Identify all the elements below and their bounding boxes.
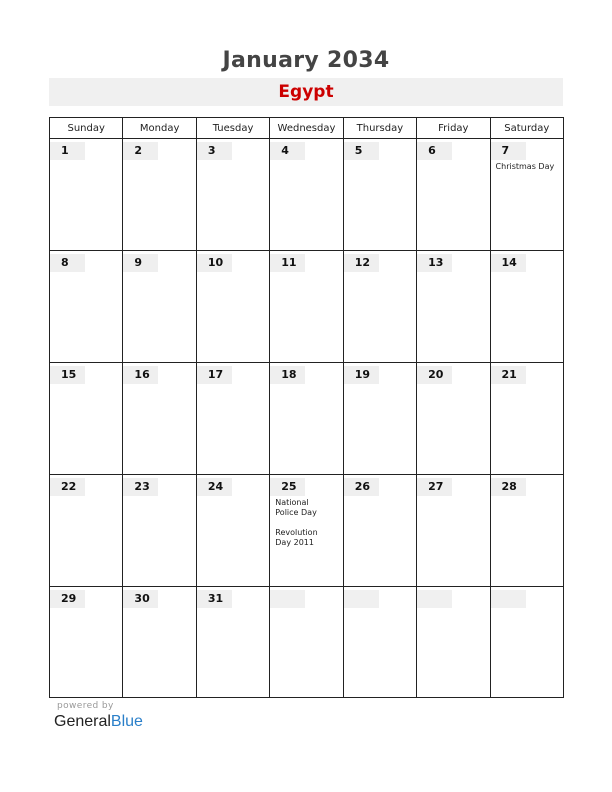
calendar-day-cell[interactable] xyxy=(50,474,123,586)
day-number: 20 xyxy=(417,366,452,384)
day-number: 19 xyxy=(344,366,379,384)
calendar-day-cell[interactable] xyxy=(270,139,343,251)
day-number xyxy=(417,590,452,608)
calendar-title: January 2034 xyxy=(222,48,390,73)
day-events xyxy=(270,496,342,548)
calendar-day-cell[interactable] xyxy=(417,139,490,251)
weekday-thursday: Thursday xyxy=(343,118,416,139)
generalblue-logo[interactable] xyxy=(54,713,143,731)
calendar-grid xyxy=(49,117,564,698)
day-number: 28 xyxy=(491,478,526,496)
calendar-day-cell[interactable] xyxy=(270,474,343,586)
weekday-friday: Friday xyxy=(417,118,490,139)
calendar-day-cell[interactable] xyxy=(196,586,269,698)
day-number: 2 xyxy=(123,142,158,160)
country-banner: Egypt xyxy=(49,78,563,106)
powered-by-label: powered by xyxy=(57,701,114,711)
calendar-day-cell[interactable] xyxy=(343,474,416,586)
day-number: 12 xyxy=(344,254,379,272)
weekday-saturday: Saturday xyxy=(490,118,563,139)
day-number: 27 xyxy=(417,478,452,496)
day-number: 11 xyxy=(270,254,305,272)
day-number: 6 xyxy=(417,142,452,160)
day-number: 23 xyxy=(123,478,158,496)
calendar-day-cell[interactable] xyxy=(196,362,269,474)
day-number: 25 xyxy=(270,478,305,496)
calendar-day-cell[interactable] xyxy=(490,139,563,251)
calendar-day-cell[interactable] xyxy=(123,139,196,251)
calendar-day-cell[interactable] xyxy=(196,474,269,586)
day-number: 8 xyxy=(50,254,85,272)
calendar-day-cell[interactable] xyxy=(50,139,123,251)
calendar-week-row xyxy=(50,250,564,362)
calendar-day-cell[interactable] xyxy=(123,362,196,474)
calendar-day-cell[interactable] xyxy=(123,250,196,362)
calendar-day-cell[interactable] xyxy=(50,250,123,362)
day-number: 9 xyxy=(123,254,158,272)
day-number xyxy=(491,590,526,608)
day-number: 5 xyxy=(344,142,379,160)
calendar-day-cell[interactable] xyxy=(417,474,490,586)
day-number: 22 xyxy=(50,478,85,496)
day-number: 26 xyxy=(344,478,379,496)
day-number: 30 xyxy=(123,590,158,608)
day-number: 16 xyxy=(123,366,158,384)
calendar-week-row xyxy=(50,139,564,251)
holiday-event: National Police Day xyxy=(275,497,317,517)
brand-general: General xyxy=(54,713,111,730)
calendar-day-cell[interactable] xyxy=(343,586,416,698)
day-number xyxy=(344,590,379,608)
calendar-day-cell[interactable] xyxy=(196,250,269,362)
day-number: 24 xyxy=(197,478,232,496)
calendar-day-cell[interactable] xyxy=(343,362,416,474)
day-number: 13 xyxy=(417,254,452,272)
day-number: 17 xyxy=(197,366,232,384)
day-number xyxy=(270,590,305,608)
calendar-day-cell[interactable] xyxy=(196,139,269,251)
day-number: 15 xyxy=(50,366,85,384)
brand-blue: Blue xyxy=(110,713,143,730)
day-number: 18 xyxy=(270,366,305,384)
calendar-week-row xyxy=(50,362,564,474)
day-number: 7 xyxy=(491,142,526,160)
calendar-day-cell[interactable] xyxy=(417,250,490,362)
day-number: 14 xyxy=(491,254,526,272)
calendar-day-cell[interactable] xyxy=(50,586,123,698)
calendar-day-cell[interactable] xyxy=(343,139,416,251)
calendar-day-cell[interactable] xyxy=(417,362,490,474)
calendar-day-cell[interactable] xyxy=(490,474,563,586)
calendar-day-cell[interactable] xyxy=(270,362,343,474)
calendar-day-cell[interactable] xyxy=(343,250,416,362)
weekday-tuesday: Tuesday xyxy=(196,118,269,139)
calendar-day-cell[interactable] xyxy=(270,250,343,362)
calendar-week-row xyxy=(50,586,564,698)
calendar-day-cell[interactable] xyxy=(123,586,196,698)
calendar-week-row xyxy=(50,474,564,586)
day-number: 10 xyxy=(197,254,232,272)
calendar-day-cell[interactable] xyxy=(270,586,343,698)
day-number: 29 xyxy=(50,590,85,608)
calendar-day-cell[interactable] xyxy=(490,586,563,698)
weekday-header-row xyxy=(50,118,564,139)
calendar-day-cell[interactable] xyxy=(490,362,563,474)
calendar-day-cell[interactable] xyxy=(417,586,490,698)
weekday-sunday: Sunday xyxy=(50,118,123,139)
holiday-event: Christmas Day xyxy=(495,162,555,171)
day-number: 1 xyxy=(50,142,85,160)
day-number: 3 xyxy=(197,142,232,160)
day-number: 4 xyxy=(270,142,305,160)
calendar-day-cell[interactable] xyxy=(50,362,123,474)
holiday-event: Revolution Day 2011 xyxy=(275,527,318,547)
weekday-monday: Monday xyxy=(123,118,196,139)
calendar-day-cell[interactable] xyxy=(123,474,196,586)
day-number: 21 xyxy=(491,366,526,384)
weekday-wednesday: Wednesday xyxy=(270,118,343,139)
day-number: 31 xyxy=(197,590,232,608)
day-events xyxy=(491,160,563,172)
calendar-day-cell[interactable] xyxy=(490,250,563,362)
